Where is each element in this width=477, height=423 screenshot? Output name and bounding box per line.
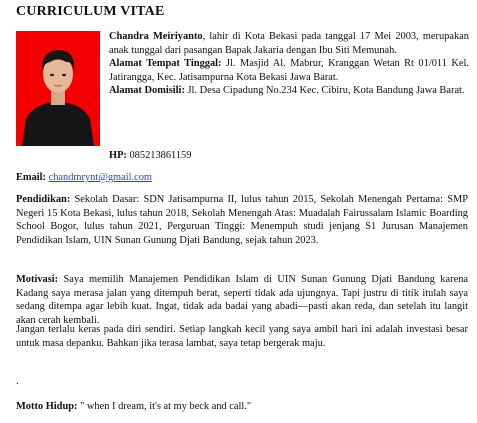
encouragement-paragraph: Jangan terlalu keras pada diri sendiri. Setiap langkah kecil yang saya ambil hari ini adalah investasi besar untuk masa depanku. Bahkan jika terasa lambat, saya tetap bergerak maju. (16, 324, 468, 349)
pendidikan-paragraph (16, 193, 468, 247)
intro-paragraph (109, 30, 469, 98)
hp-label: HP: (109, 150, 127, 161)
domisili-value: Jl. Desa Cipadung No.234 Kec. Cibiru, Kota Bandung Jawa Barat. (184, 85, 465, 97)
motto-text: " when I dream, it's at my beck and call." (77, 401, 252, 412)
motto-line (16, 400, 251, 414)
motto-label: Motto Hidup: (16, 401, 78, 412)
email-link[interactable]: chandmrynt@gmail.com (48, 172, 152, 183)
pendidikan-label: Pendidikan: (16, 194, 71, 205)
alamat-label: Alamat Tempat Tinggal: (109, 58, 222, 70)
motivasi-label: Motivasi: (16, 274, 59, 285)
alamat-value: Jl. Masjid Al. Mabrur, Kranggan Wetan Rt 01/011 Kel. Jatirangga, Kec. Jatisampurna Kota Bekasi Jawa Barat. (109, 58, 469, 83)
separator-dot: . (16, 376, 19, 387)
email-label: Email: (16, 172, 47, 183)
person-photo-icon (16, 31, 100, 146)
hp-line (109, 149, 191, 163)
domisili-label: Alamat Domisili: (109, 85, 185, 97)
birth-text: , lahir di Kota Bekasi pada tanggal 17 Mei 2003, merupakan anak tunggal dari pasangan Bapak Jakaria dengan Ibu Siti Memunah. (109, 31, 469, 56)
person-name: Chandra Meiriyanto (109, 31, 203, 42)
pendidikan-text: Sekolah Dasar: SDN Jatisampurna II, lulus tahun 2015, Sekolah Menengah Pertama: SMP Negeri 15 Kota Bekasi, lulus tahun 2018, Sekolah Menengah Atas: Muadalah Fairussalam Islamic Boarding School Bogor, lulus tahun 2021, Perguruan Tinggi: Menempuh studi jenjang S1 Jurusan Manajemen Pendidikan Islam, UIN Sunan Gunung Djati Bandung, sejak tahun 2023. (16, 194, 468, 246)
motivasi-text: Saya memilih Manajemen Pendidikan Islam di UIN Sunan Gunung Djati Bandung karena Kadang saya merasa jalan yang ditempuh berat, seperti tidak ada ujungnya. Tapi justru di titik itulah saya sedang ditempa agar lebih kuat. Ingat, tidak ada badai yang abadi—pasti akan reda, dan setelah itu langit akan cerah kembali. (16, 274, 468, 326)
motivasi-paragraph (16, 273, 468, 327)
email-line (16, 171, 152, 185)
person-photo-svg (16, 31, 100, 146)
document-title: CURRICULUM VITAE (16, 4, 165, 19)
hp-value: 085213861159 (126, 150, 192, 161)
